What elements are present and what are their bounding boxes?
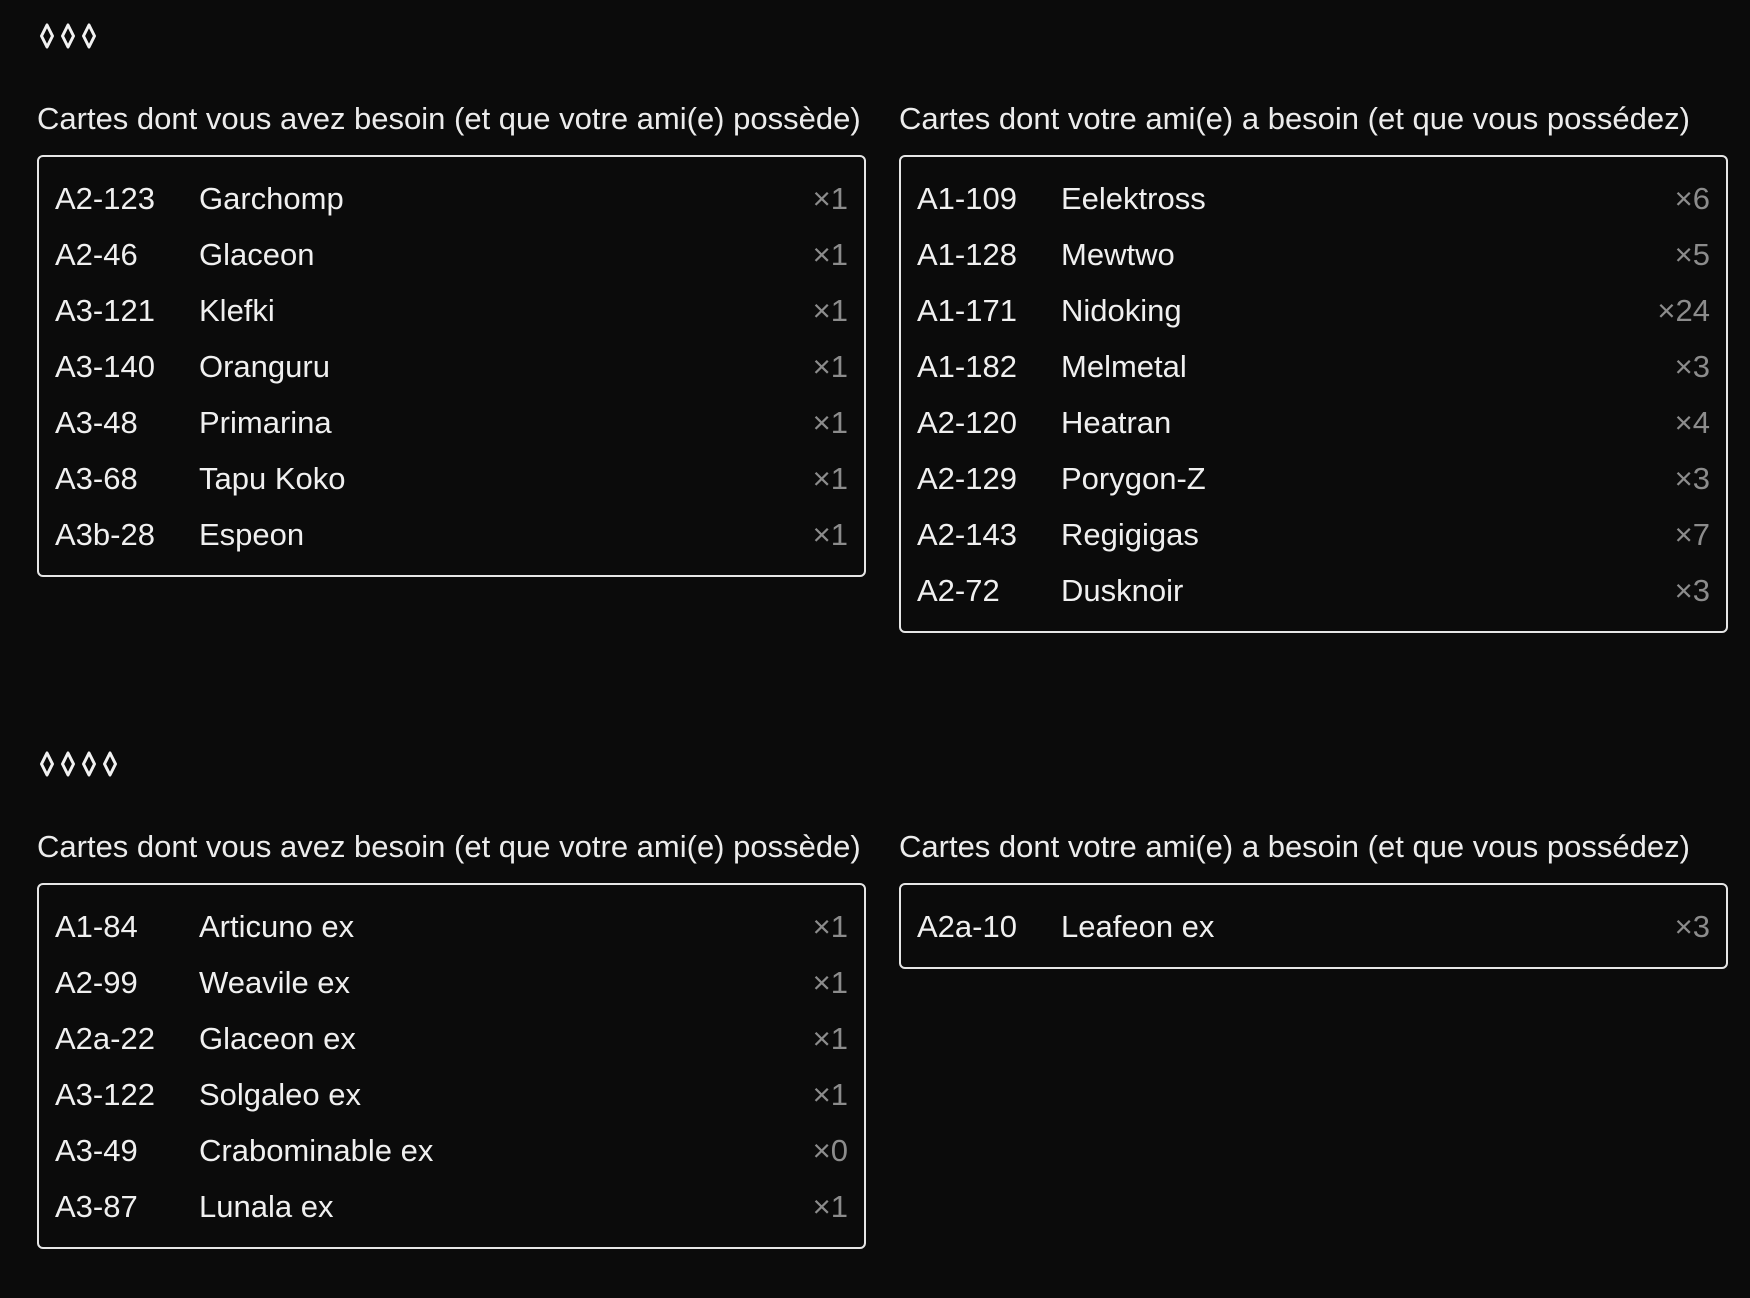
diamond-icon: [37, 746, 56, 782]
diamond-icon: [100, 746, 119, 782]
card-name: Glaceon: [199, 237, 315, 272]
card-code: A1-84: [55, 909, 138, 944]
card-name: Weavile ex: [199, 965, 351, 1000]
card-code: A2a-10: [917, 909, 1017, 944]
friend-needs-card-list: [899, 155, 1728, 633]
card-quantity: ×3: [1674, 573, 1710, 608]
card-code: A2-123: [55, 181, 155, 216]
card-quantity: ×6: [1674, 181, 1710, 216]
card-name: Lunala ex: [199, 1189, 334, 1224]
diamond-icon: [79, 18, 98, 54]
rarity-section-3-diamond: [37, 18, 1729, 633]
friend-needs-column: [899, 823, 1728, 1249]
card-name: Klefki: [199, 293, 275, 328]
you-need-card-list: [37, 155, 866, 577]
card-quantity: ×1: [812, 909, 848, 944]
card-quantity: ×3: [1674, 349, 1710, 384]
card-code: A3-121: [55, 293, 155, 328]
card-code: A3-68: [55, 461, 138, 496]
diamond-icon: [58, 18, 77, 54]
card-quantity: ×1: [812, 461, 848, 496]
card-quantity: ×1: [812, 237, 848, 272]
card-row[interactable]: [55, 395, 848, 451]
card-name: Dusknoir: [1061, 573, 1184, 608]
card-code: A3-48: [55, 405, 138, 440]
card-row[interactable]: [55, 227, 848, 283]
card-name: Porygon-Z: [1061, 461, 1206, 496]
card-row[interactable]: [55, 339, 848, 395]
card-name: Oranguru: [199, 349, 330, 384]
card-quantity: ×3: [1674, 909, 1710, 944]
you-need-card-list: [37, 883, 866, 1249]
card-name: Eelektross: [1061, 181, 1206, 216]
card-code: A2-46: [55, 237, 138, 272]
card-quantity: ×1: [812, 517, 848, 552]
rarity-section-4-diamond: [37, 746, 1729, 1249]
card-name: Regigigas: [1061, 517, 1199, 552]
card-code: A2-72: [917, 573, 1000, 608]
card-name: Melmetal: [1061, 349, 1187, 384]
card-row[interactable]: [55, 955, 848, 1011]
card-row[interactable]: [917, 171, 1710, 227]
friend-needs-card-list: [899, 883, 1728, 969]
card-name: Crabominable ex: [199, 1133, 434, 1168]
card-quantity: ×1: [812, 1021, 848, 1056]
card-code: A3-87: [55, 1189, 138, 1224]
card-row[interactable]: [917, 339, 1710, 395]
card-row[interactable]: [55, 1179, 848, 1235]
card-row[interactable]: [917, 563, 1710, 619]
card-code: A3-122: [55, 1077, 155, 1112]
card-code: A1-171: [917, 293, 1017, 328]
card-code: A3-140: [55, 349, 155, 384]
card-name: Glaceon ex: [199, 1021, 356, 1056]
card-row[interactable]: [917, 451, 1710, 507]
card-quantity: ×1: [812, 1189, 848, 1224]
card-row[interactable]: [917, 395, 1710, 451]
card-row[interactable]: [917, 283, 1710, 339]
card-row[interactable]: [55, 1067, 848, 1123]
card-name: Articuno ex: [199, 909, 355, 944]
card-row[interactable]: [55, 451, 848, 507]
you-need-heading: Cartes dont vous avez besoin (et que votre ami(e) possède): [37, 829, 861, 864]
friend-needs-column: [899, 95, 1728, 633]
card-name: Leafeon ex: [1061, 909, 1215, 944]
card-quantity: ×1: [812, 405, 848, 440]
card-name: Nidoking: [1061, 293, 1182, 328]
card-quantity: ×1: [812, 181, 848, 216]
card-name: Primarina: [199, 405, 332, 440]
card-row[interactable]: [55, 507, 848, 563]
card-code: A2a-22: [55, 1021, 155, 1056]
card-row[interactable]: [917, 899, 1710, 955]
card-row[interactable]: [917, 507, 1710, 563]
card-quantity: ×1: [812, 349, 848, 384]
card-quantity: ×5: [1674, 237, 1710, 272]
rarity-4-diamond-icon: [37, 746, 1729, 782]
card-quantity: ×1: [812, 965, 848, 1000]
card-row[interactable]: [55, 1011, 848, 1067]
card-code: A3b-28: [55, 517, 155, 552]
card-name: Garchomp: [199, 181, 344, 216]
card-quantity: ×4: [1674, 405, 1710, 440]
card-name: Mewtwo: [1061, 237, 1175, 272]
card-row[interactable]: [55, 171, 848, 227]
card-quantity: ×3: [1674, 461, 1710, 496]
card-row[interactable]: [55, 1123, 848, 1179]
card-quantity: ×1: [812, 293, 848, 328]
card-code: A1-128: [917, 237, 1017, 272]
card-quantity: ×0: [812, 1133, 848, 1168]
card-name: Espeon: [199, 517, 305, 552]
card-name: Tapu Koko: [199, 461, 346, 496]
card-code: A2-143: [917, 517, 1017, 552]
card-code: A3-49: [55, 1133, 138, 1168]
card-row[interactable]: [917, 227, 1710, 283]
you-need-column: [37, 823, 866, 1249]
card-row[interactable]: [55, 283, 848, 339]
card-code: A2-120: [917, 405, 1017, 440]
diamond-icon: [37, 18, 56, 54]
card-code: A1-182: [917, 349, 1017, 384]
card-quantity: ×7: [1674, 517, 1710, 552]
card-row[interactable]: [55, 899, 848, 955]
friend-needs-heading: Cartes dont votre ami(e) a besoin (et que vous possédez): [899, 829, 1690, 864]
friend-needs-heading: Cartes dont votre ami(e) a besoin (et que vous possédez): [899, 101, 1690, 136]
you-need-column: [37, 95, 866, 633]
card-code: A1-109: [917, 181, 1017, 216]
card-code: A2-129: [917, 461, 1017, 496]
card-quantity: ×24: [1657, 293, 1710, 328]
card-code: A2-99: [55, 965, 138, 1000]
you-need-heading: Cartes dont vous avez besoin (et que votre ami(e) possède): [37, 101, 861, 136]
rarity-3-diamond-icon: [37, 18, 1729, 54]
card-name: Heatran: [1061, 405, 1172, 440]
diamond-icon: [58, 746, 77, 782]
diamond-icon: [79, 746, 98, 782]
card-quantity: ×1: [812, 1077, 848, 1112]
card-name: Solgaleo ex: [199, 1077, 362, 1112]
